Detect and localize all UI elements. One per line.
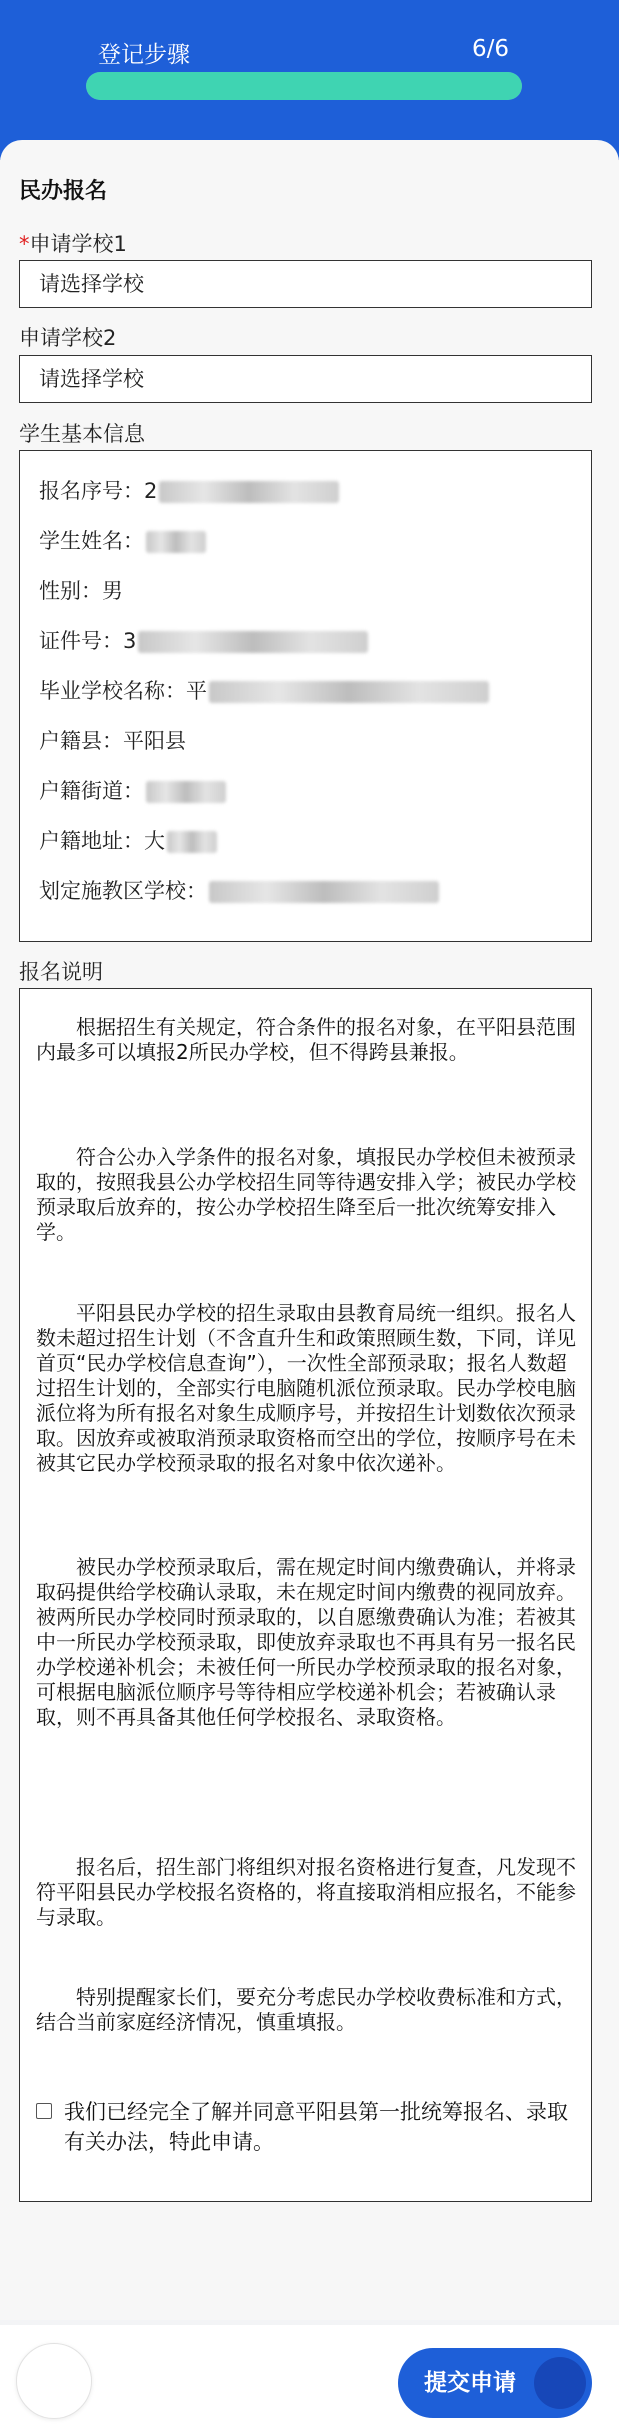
- redacted-value: [146, 781, 226, 803]
- progress-bar: [86, 72, 522, 100]
- field-label: 户籍地址：: [39, 829, 144, 853]
- student-info-label: 学生基本信息: [19, 422, 145, 446]
- info-row-address: [39, 825, 217, 855]
- info-row-street: [39, 775, 226, 805]
- student-info-box: [19, 450, 592, 942]
- note-paragraph: 被民办学校预录取后，需在规定时间内缴费确认，并将录取码提供给学校确认录取，未在规定时间内缴费的视同放弃。被两所民办学校同时预录取的，以自愿缴费确认为准；若被其中一所民办学校预录取，即使放弃录取也不再具有另一报名民办学校递补机会；未被任何一所民办学校预录取的报名对象，可根据电脑派位顺序号等待相应学校递补机会；若被确认录取，则不再具备其他任何学校报名、录取资格。: [36, 1555, 576, 1729]
- header: [0, 0, 619, 160]
- info-row-assigned-school: [39, 875, 439, 905]
- required-mark: *: [19, 232, 30, 256]
- field-value: 男: [102, 579, 123, 603]
- redacted-value: [209, 881, 439, 903]
- step-title: 登记步骤: [98, 42, 190, 68]
- note-paragraph: 符合公办入学条件的报名对象，填报民办学校但未被预录取的，按照我县公办学校招生同等待遇安排入学；被民办学校预录取后放弃的，按公办学校招生降至后一批次统筹安排入学。: [36, 1145, 576, 1244]
- redacted-value: [167, 831, 217, 853]
- field-label: 学生姓名：: [39, 529, 144, 553]
- field-label: 毕业学校名称：: [39, 679, 186, 703]
- field-value: 平阳县: [123, 729, 186, 753]
- field-label: 报名序号：: [39, 479, 144, 503]
- field-label: 户籍街道：: [39, 779, 144, 803]
- agreement-text: 我们已经完全了解并同意平阳县第一批统筹报名、录取有关办法，特此申请。: [64, 2100, 568, 2154]
- submit-label: 提交申请: [424, 2370, 516, 2396]
- notes-label: 报名说明: [19, 960, 103, 984]
- field-label: 证件号：: [39, 629, 123, 653]
- agreement-checkbox-row[interactable]: [36, 2097, 576, 2157]
- step-counter: 6/6: [472, 36, 510, 62]
- info-row-name: [39, 525, 206, 555]
- field-label: 户籍县：: [39, 729, 123, 753]
- redacted-value: [159, 481, 339, 503]
- redacted-value: [138, 631, 368, 653]
- info-row-gender: [39, 575, 123, 605]
- school2-label: 申请学校2: [19, 326, 117, 350]
- section-title: 民办报名: [19, 179, 108, 204]
- note-paragraph: 根据招生有关规定，符合条件的报名对象，在平阳县范围内最多可以填报2所民办学校，但不得跨县兼报。: [36, 1015, 576, 1064]
- field-label: 性别：: [39, 579, 102, 603]
- field-value: 平: [186, 679, 207, 703]
- school1-label-text: 申请学校1: [29, 232, 127, 256]
- school1-label: [19, 228, 127, 258]
- info-row-id: [39, 625, 368, 655]
- submit-button[interactable]: [398, 2348, 592, 2418]
- submit-decor-circle: [534, 2357, 586, 2409]
- school1-select[interactable]: 请选择学校: [19, 260, 592, 308]
- note-paragraph: 平阳县民办学校的招生录取由县教育局统一组织。报名人数未超过招生计划（不含直升生和政策照顾生数，下同，详见首页“民办学校信息查询”），一次性全部预录取；报名人数超过招生计划的，全部实行电脑随机派位预录取。民办学校电脑派位将为所有报名对象生成顺序号，并按招生计划数依次预录取。因放弃或被取消预录取资格而空出的学位，按顺序号在未被其它民办学校预录取的报名对象中依次递补。: [36, 1301, 576, 1475]
- notes-box: [19, 988, 592, 2202]
- info-row-county: [39, 725, 186, 755]
- field-value: 3: [123, 629, 137, 653]
- info-row-serial: [39, 475, 339, 505]
- note-paragraph: 报名后，招生部门将组织对报名资格进行复查，凡发现不符平阳县民办学校报名资格的，将直接取消相应报名，不能参与录取。: [36, 1855, 576, 1929]
- agreement-checkbox[interactable]: [36, 2103, 52, 2119]
- field-value: 大: [144, 829, 165, 853]
- note-paragraph: 特别提醒家长们，要充分考虑民办学校收费标准和方式，结合当前家庭经济情况，慎重填报。: [36, 1985, 576, 2034]
- redacted-value: [209, 681, 489, 703]
- redacted-value: [146, 531, 206, 553]
- round-button[interactable]: [16, 2343, 92, 2419]
- field-value: 2: [144, 479, 158, 503]
- progress-fill: [86, 72, 522, 100]
- info-row-grad-school: [39, 675, 489, 705]
- school2-select[interactable]: 请选择学校: [19, 355, 592, 403]
- field-label: 划定施教区学校：: [39, 879, 207, 903]
